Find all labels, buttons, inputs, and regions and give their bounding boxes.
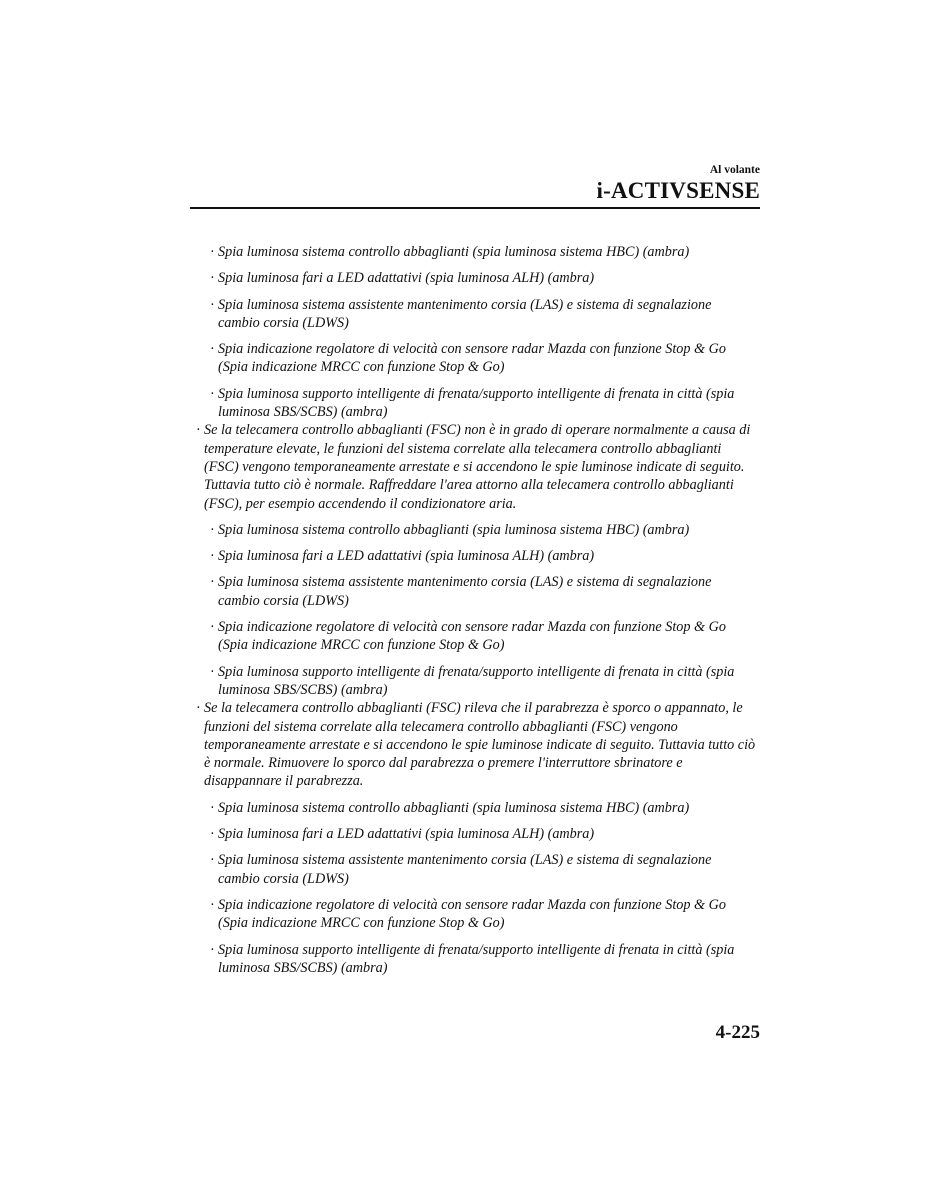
list-item-text: Spia indicazione regolatore di velocità con sensore radar Mazda con funzione Stop & Go (Spia indicazione MRCC con funzione Stop & Go) bbox=[218, 341, 726, 376]
section-title: i-ACTIVSENSE bbox=[596, 178, 760, 203]
list-item bbox=[196, 340, 756, 377]
list-item bbox=[196, 385, 756, 422]
bullet: · bbox=[210, 270, 215, 287]
list-item bbox=[196, 799, 756, 817]
bullet: · bbox=[210, 385, 215, 402]
list-item-text: Spia luminosa supporto intelligente di frenata/supporto intelligente di frenata in città (spia luminosa SBS/SCBS) (ambra) bbox=[218, 663, 735, 698]
list-item-text: Spia luminosa sistema assistente mantenimento corsia (LAS) e sistema di segnalazione cambio corsia (LDWS) bbox=[218, 574, 712, 609]
bullet: · bbox=[196, 700, 201, 717]
paragraph-dirty-windshield bbox=[196, 699, 756, 790]
indicator-list-1 bbox=[196, 243, 756, 421]
list-item bbox=[196, 825, 756, 843]
list-item-text: Spia indicazione regolatore di velocità con sensore radar Mazda con funzione Stop & Go (Spia indicazione MRCC con funzione Stop & Go) bbox=[218, 896, 726, 932]
bullet: · bbox=[210, 799, 215, 816]
list-item bbox=[196, 573, 756, 610]
list-item bbox=[196, 296, 756, 333]
section-label: Al volante bbox=[709, 164, 760, 176]
list-item-text: Spia luminosa fari a LED adattativi (spia luminosa ALH) (ambra) bbox=[218, 270, 595, 287]
list-item-text: Spia luminosa fari a LED adattativi (spia luminosa ALH) (ambra) bbox=[218, 548, 595, 565]
bullet: · bbox=[210, 619, 215, 636]
header-rule bbox=[190, 207, 760, 209]
page-number: 4-225 bbox=[715, 1022, 760, 1043]
bullet: · bbox=[210, 296, 215, 313]
page-content bbox=[196, 243, 756, 977]
list-item bbox=[196, 941, 756, 978]
list-item-text: Spia luminosa sistema controllo abbaglianti (spia luminosa sistema HBC) (ambra) bbox=[218, 521, 690, 538]
list-item-text: Spia luminosa sistema controllo abbaglianti (spia luminosa sistema HBC) (ambra) bbox=[218, 244, 690, 260]
list-item-text: Spia luminosa sistema controllo abbaglianti (spia luminosa sistema HBC) (ambra) bbox=[218, 799, 690, 816]
list-item bbox=[196, 851, 756, 888]
list-item bbox=[196, 521, 756, 539]
list-item-text: Spia luminosa fari a LED adattativi (spia luminosa ALH) (ambra) bbox=[218, 826, 595, 843]
bullet: · bbox=[210, 548, 215, 565]
list-item-text: Spia indicazione regolatore di velocità con sensore radar Mazda con funzione Stop & Go (Spia indicazione MRCC con funzione Stop & Go) bbox=[218, 619, 726, 654]
bullet: · bbox=[210, 663, 215, 680]
bullet: · bbox=[210, 244, 215, 260]
bullet: · bbox=[210, 341, 215, 358]
list-item-text: Spia luminosa supporto intelligente di frenata/supporto intelligente di frenata in città (spia luminosa SBS/SCBS) (ambra) bbox=[218, 941, 735, 976]
bullet: · bbox=[210, 941, 215, 958]
bullet: · bbox=[210, 896, 215, 913]
list-item bbox=[196, 618, 756, 655]
list-item-text: Spia luminosa sistema assistente mantenimento corsia (LAS) e sistema di segnalazione cambio corsia (LDWS) bbox=[218, 852, 712, 887]
bullet: · bbox=[210, 574, 215, 591]
indicator-list-3 bbox=[196, 799, 756, 977]
bullet: · bbox=[210, 852, 215, 869]
list-item bbox=[196, 243, 756, 261]
list-item bbox=[196, 269, 756, 287]
list-item-text: Spia luminosa sistema assistente mantenimento corsia (LAS) e sistema di segnalazione cambio corsia (LDWS) bbox=[218, 296, 712, 331]
paragraph-text: Se la telecamera controllo abbaglianti (FSC) non è in grado di operare normalmente a causa di temperature elevate, le funzioni del sistema correlate alla telecamera controllo abbaglianti (FSC) vengono temporaneamente arrestate e si accendono le spie luminose indicate di seguito. Tuttavia tutto ciò è normale. Raffreddare l'area attorno alla telecamera controllo abbaglianti (FSC), per esempio accendendo il condizionatore aria. bbox=[204, 422, 751, 512]
list-item-text: Spia luminosa supporto intelligente di frenata/supporto intelligente di frenata in città (spia luminosa SBS/SCBS) (ambra) bbox=[218, 385, 735, 421]
bullet: · bbox=[210, 521, 215, 538]
paragraph-text: Se la telecamera controllo abbaglianti (FSC) rileva che il parabrezza è sporco o appannato, le funzioni del sistema correlate alla telecamera controllo abbaglianti (FSC) vengono temporaneamente arrestate e si accendono le spie luminose indicate di seguito. Tuttavia tutto ciò è normale. Rimuovere lo sporco dal parabrezza o premere l'interruttore sbrinatore e disappannare il parabrezza. bbox=[204, 700, 756, 790]
list-item bbox=[196, 547, 756, 565]
paragraph-high-temperature bbox=[196, 421, 756, 512]
page-header bbox=[190, 163, 760, 204]
bullet: · bbox=[210, 826, 215, 843]
list-item bbox=[196, 896, 756, 933]
indicator-list-2 bbox=[196, 521, 756, 699]
list-item bbox=[196, 663, 756, 700]
bullet: · bbox=[196, 422, 201, 439]
